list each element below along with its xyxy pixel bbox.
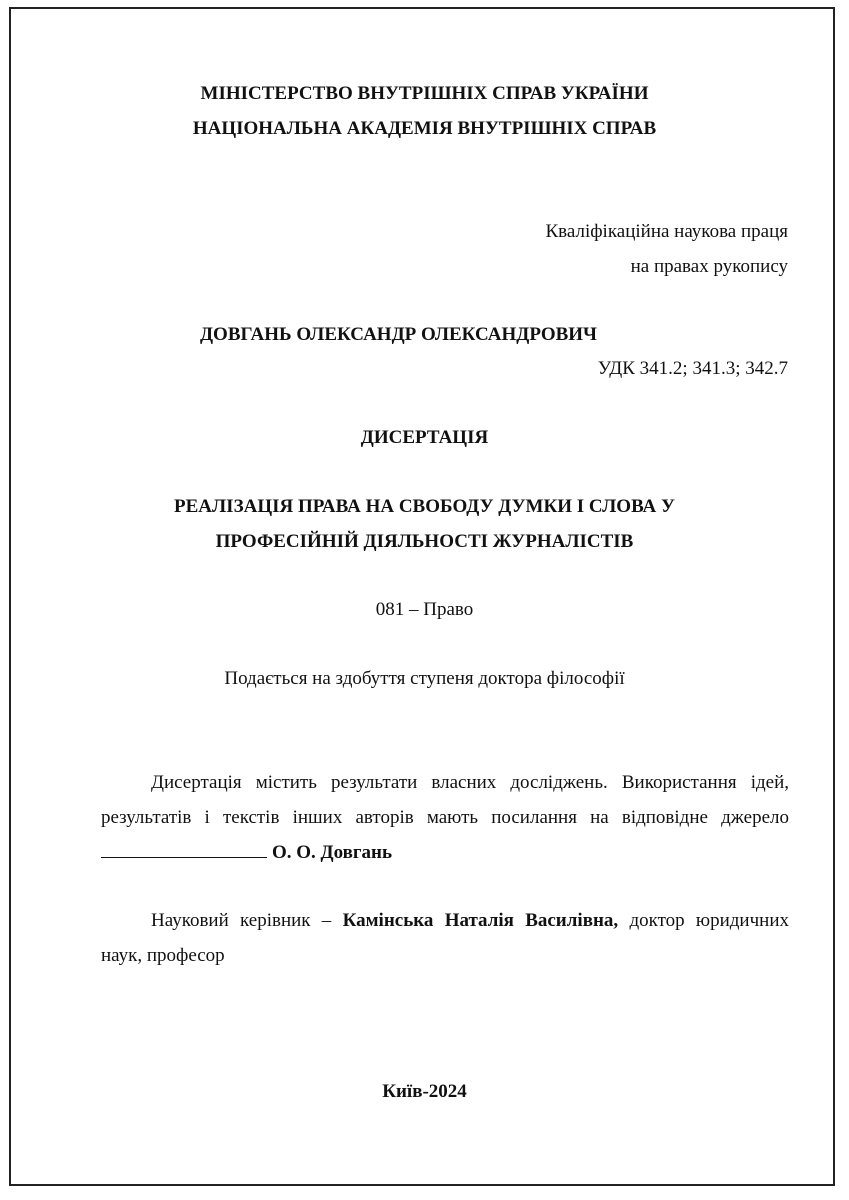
- udc-code: УДК 341.2; 341.3; 342.7: [597, 358, 788, 379]
- supervisor-line-2: наук, професор: [101, 945, 225, 966]
- ministry-heading: МІНІСТЕРСТВО ВНУТРІШНІХ СПРАВ УКРАЇНИ: [200, 83, 649, 104]
- title-line-2: ПРОФЕСІЙНІЙ ДІЯЛЬНОСТІ ЖУРНАЛІСТІВ: [215, 531, 634, 552]
- degree-statement: Подається на здобуття ступеня доктора філософії: [224, 668, 625, 689]
- supervisor-line-1: Науковий керівник – Камінська Наталія Василівна, доктор юридичних: [151, 910, 789, 931]
- page-border: [9, 7, 835, 1186]
- declaration-paragraph: [101, 765, 789, 870]
- declaration-line-2: результатів і текстів інших авторів мають посилання на відповідне джерело: [101, 807, 789, 828]
- signature-name: О. О. Довгань: [272, 842, 393, 863]
- title-line-1: РЕАЛІЗАЦІЯ ПРАВА НА СВОБОДУ ДУМКИ І СЛОВА У: [174, 496, 675, 517]
- specialty-code: 081 – Право: [375, 599, 474, 620]
- manuscript-rights: на правах рукопису: [630, 256, 788, 277]
- declaration-line-1: Дисертація містить результати власних досліджень. Використання ідей,: [151, 772, 789, 793]
- academy-heading: НАЦІОНАЛЬНА АКАДЕМІЯ ВНУТРІШНІХ СПРАВ: [192, 118, 657, 139]
- signature-row: [101, 835, 789, 870]
- author-name: ДОВГАНЬ ОЛЕКСАНДР ОЛЕКСАНДРОВИЧ: [199, 324, 597, 345]
- document-type: ДИСЕРТАЦІЯ: [360, 427, 489, 448]
- manuscript-type: Кваліфікаційна наукова праця: [545, 221, 788, 242]
- supervisor-paragraph: [101, 903, 789, 973]
- city-year: Київ-2024: [382, 1081, 467, 1102]
- supervisor-name: Камінська Наталія Василівна,: [342, 910, 619, 931]
- signature-line: [101, 839, 267, 858]
